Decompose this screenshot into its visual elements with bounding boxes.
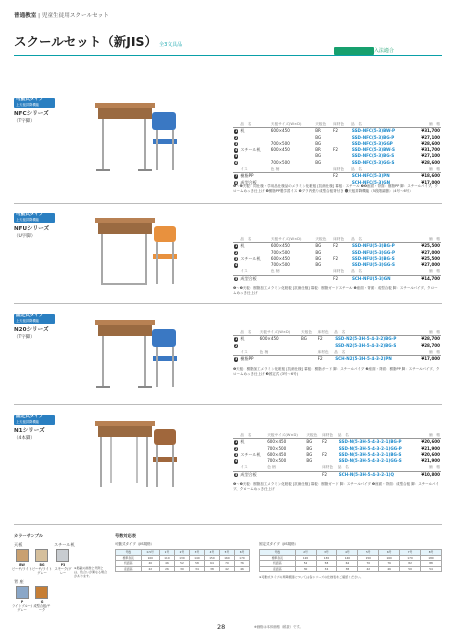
table-row: 1 机 600×450 BR F2 SSD-NFC(5-3)BW-P ¥31,700 — [233, 128, 441, 135]
table-row: 標準身長 100 110 130 140 150 160 170 — [116, 555, 250, 561]
section-badge: 可動式タイプ 上天板昇降機能 — [14, 213, 55, 223]
section-badge: 固定式タイプ 上天板昇降機能 — [14, 314, 55, 324]
swatch-label: BW ビーチ/ライト — [12, 563, 32, 571]
table-row: 机面高 40 46 52 58 64 70 76 — [116, 561, 250, 567]
swatch-label: P ライトブルー/グレー — [12, 600, 32, 612]
table-row: 机面高 52 58 64 70 76 82 88 — [260, 561, 442, 567]
table-row: 座面高 22 26 30 34 38 42 46 — [116, 566, 250, 572]
color-sub-seat: 背 座 — [14, 579, 24, 584]
section-divider — [14, 524, 442, 525]
series-name: NFCシリーズ （T字脚） — [14, 111, 49, 124]
desk-chair-image — [90, 415, 190, 493]
swatch-bg — [35, 549, 48, 562]
desk-chair-image — [90, 212, 190, 290]
table-row: 4 スチール机 600×450 BR F2 SSD-NFC(5-3)BW-S ¥31,700 — [235, 147, 440, 153]
table-header: イス 色 柄 床材色 品 名 価 格 — [240, 167, 440, 172]
table-row: 1 机 600×450 BG F2 SSD-N2(5-3H-5-4-3-2)BG-P ¥28,700 — [233, 336, 441, 343]
table-row: 2 BG SSD-NFC(5-3)BG-P ¥27,100 — [235, 134, 440, 140]
swatch-label: G 成型合板/チーク — [33, 600, 51, 612]
series-name: N1シリーズ （4本脚） — [14, 428, 45, 441]
color-note: ※掲載の画像と実際とは、色合いが異なる場合があります。 — [74, 566, 108, 578]
footer-note: ※価格は本体価格（税抜）です。 — [254, 625, 303, 629]
color-sample-title: カラーサンプル — [14, 533, 43, 538]
page-number: 28 — [217, 623, 226, 631]
desk-chair-image — [90, 97, 190, 175]
size-table-title: 号数対応表 — [115, 533, 136, 538]
fixed-note: ※可動式タイプの昇降範囲については各シリーズの仕様表をご確認ください。 — [259, 575, 364, 579]
table-row: 5 成型合板 F2 SCH-NFU(5-3)GN ¥14,700 — [233, 275, 441, 282]
table-row: 3 700×500 BG SSD-NFC(5-3)GGP ¥28,600 — [235, 140, 440, 146]
spec-table: 品 名 天板サイズ(W×D) 天板色 床材色 品 名 価 格 1 机 600×450 BG F2 SSD-N(5-3H-5-4-3-2-1)BG-P ¥20,600 2 700×500 BG SSD-N(5-3H-5-4-3-2-1)GG-P ¥21,900 3 スチール机 600×450 BG F2 SSD-N(5-3H-5-4-3-2-1)BG-S ¥20,600 4 700×500 BG SSD-N(5-3H-5-4-3-2-1)GG-S ¥21,900 イス 色 柄 床材色 品 名 価 格 5 成型合板 F2 SCH-N(5-3H-5-4-3-2-1)Q ¥10,800 — [233, 432, 441, 478]
swatch-label: P3 スモーク/グレー — [54, 563, 72, 575]
color-sub-top: 天板 — [14, 542, 23, 547]
table-row: 4 700×500 BG SSD-NFU(5-3)GG-S ¥27,000 — [235, 262, 440, 268]
section-divider — [14, 303, 442, 304]
swatch-p — [16, 586, 29, 599]
section-note: ❶天板：樹脂加工メラミン化粧板 [抗菌仕様] 幕板：樹脂ガード 脚：スチールパイプ ❷座面・背面：樹脂PP 脚：スチールパイプ、クロームめっき仕上げ ❸固定式 (3号〜6号) — [233, 367, 440, 377]
series-name: NFUシリーズ （U字脚） — [14, 226, 50, 239]
size-table: 号数 0.5号 1号 2号 3号 4号 5号 6号 標準身長 100 110 130 140 150 160 170 机面高 40 46 52 58 64 70 76 座面高 22 26 30 34 38 42 46 — [115, 549, 250, 572]
table-row: 1 机 600×450 BG F2 SSD-N(5-3H-5-4-3-2-1)BG-P ¥20,600 — [233, 439, 441, 446]
table-row: 3 スチール机 600×450 BG F2 SSD-NFU(5-3)BG-S ¥25,500 — [235, 255, 440, 261]
table-row: 3 樹脂PP F2 SCH-N2(5-3H-5-4-3-2)PN ¥17,000 — [233, 356, 441, 363]
section-badge: 固定式タイプ 上天板昇降機能 — [14, 415, 55, 425]
table-row: 2 700×500 BG SSD-NFU(5-3)GG-P ¥27,000 — [235, 249, 440, 255]
fixed-table-title: 固定式タイプ（JIS規格） — [259, 542, 299, 546]
section-note: ❶〜❹天板：樹脂加工メラミン化粧板 [抗菌仕様] 幕板：樹脂ガードスチール ❺座面・背面：成型合板 脚：スチールパイプ、クロームめっき仕上げ — [233, 286, 438, 296]
table-row: 2 700×500 BG SSD-N(5-3H-5-4-3-2-1)GG-P ¥21,900 — [235, 445, 440, 451]
green-label: グリーン購入法適合 — [349, 48, 394, 54]
table-row: 5 BG SSD-NFC(5-3)BG-S ¥27,100 — [235, 153, 440, 159]
section-divider — [14, 203, 442, 204]
swatch-g — [35, 586, 48, 599]
swatch-label: BG ビーチ/ライトグレー — [32, 563, 52, 575]
spec-table — [233, 121, 441, 186]
table-row: 座面高 30 34 38 42 46 50 54 — [260, 566, 442, 572]
table-row: 2 SSD-N2(5-3H-5-4-3-2)BG-S ¥28,700 — [235, 342, 440, 348]
table-row: 6 700×500 BG SSD-NFC(5-3)GG-S ¥28,600 — [235, 159, 440, 165]
table-row: 7 樹脂PP F2 SCH-NFC(5-3)PN ¥18,600 — [233, 173, 441, 180]
page-header: 普通教室 | 児童生徒用スクールセット — [14, 13, 109, 19]
section-note: ❶〜❻天板：同仕様・学用品仕様品のメラミン化粧板 [抗菌仕様] 幕板：スチール ❼❽座面・背面：樹脂PP 脚：スチールパイプ、クロームめっき仕上げ ❾樹脂PP製学習イス ❿プラ内張り成型合板背付き ⓫天板昇降機能（5段階調節）（4号〜6号） — [233, 184, 439, 194]
color-sub-steel: スチール机 — [54, 542, 75, 547]
table-row: 1 机 600×450 BG F2 SSD-NFU(5-3)BG-P ¥25,500 — [233, 243, 441, 250]
fixed-size-table: 号数 2号 3号 4号 5号 6号 7号 8号 標準身長 120 130 140 150 160 170 180 机面高 52 58 64 70 76 82 88 座面高 30 34 38 42 46 50 54 — [259, 549, 442, 572]
page-title: スクールセット（新JIS） 全3文具品 — [14, 34, 183, 49]
spec-table: 品 名 天板サイズ(W×D) 天板色 床材色 品 名 価 格 1 机 600×450 BG F2 SSD-NFU(5-3)BG-P ¥25,500 2 700×500 BG SSD-NFU(5-3)GG-P ¥27,000 3 スチール机 600×450 BG F2 SSD-NFU(5-3)BG-S ¥25,500 4 700×500 BG SSD-NFU(5-3)GG-S ¥27,000 イス 色 柄 床材色 品 名 価 格 5 成型合板 F2 SCH-NFU(5-3)GN ¥14,700 — [233, 236, 441, 282]
section-badge: 可動式タイプ 上天板昇降機能 — [14, 98, 55, 108]
table-row: 5 成型合板 F2 SCH-N(5-3H-5-4-3-2-1)Q ¥10,800 — [233, 471, 441, 478]
swatch-bw — [16, 549, 29, 562]
spec-table: 品 名 天板サイズ(W×D) 天板色 床材色 品 名 価 格 1 机 600×450 BG F2 SSD-N2(5-3H-5-4-3-2)BG-P ¥28,700 2 SSD-N2(5-3H-5-4-3-2)BG-S ¥28,700 イス 色 柄 床材色 品 名 価 格 3 樹脂PP F2 SCH-N2(5-3H-5-4-3-2)PN ¥17,000 — [233, 329, 441, 362]
table-row: 4 700×500 BG SSD-N(5-3H-5-4-3-2-1)GG-S ¥21,900 — [235, 458, 440, 464]
series-name: N20シリーズ （T字脚） — [14, 327, 49, 340]
desk-chair-image — [90, 314, 190, 392]
table-row: 8 成型合板 SCH-NFC(5-3)GN ¥17,000 — [235, 179, 440, 185]
table-header: 品 名 天板サイズ(W×D) 天板色 床材色 品 名 価 格 — [240, 122, 440, 126]
swatch-p3 — [56, 549, 69, 562]
table-row: 標準身長 120 130 140 150 160 170 180 — [260, 555, 442, 561]
section-divider — [14, 404, 442, 405]
section-note: ❶〜❹天板：樹脂加工メラミン化粧板 [抗菌仕様] 幕板：樹脂ガード 脚：スチールパイプ ❺座面・背面：成型合板 脚：スチールパイプ、クロームめっき仕上げ — [233, 482, 439, 492]
table-row: 3 スチール机 600×450 BG F2 SSD-N(5-3H-5-4-3-2-1)BG-S ¥20,600 — [235, 451, 440, 457]
size-table-subtitle: 可動式タイプ（JIS規格） — [115, 542, 155, 546]
title-rule — [14, 55, 442, 56]
